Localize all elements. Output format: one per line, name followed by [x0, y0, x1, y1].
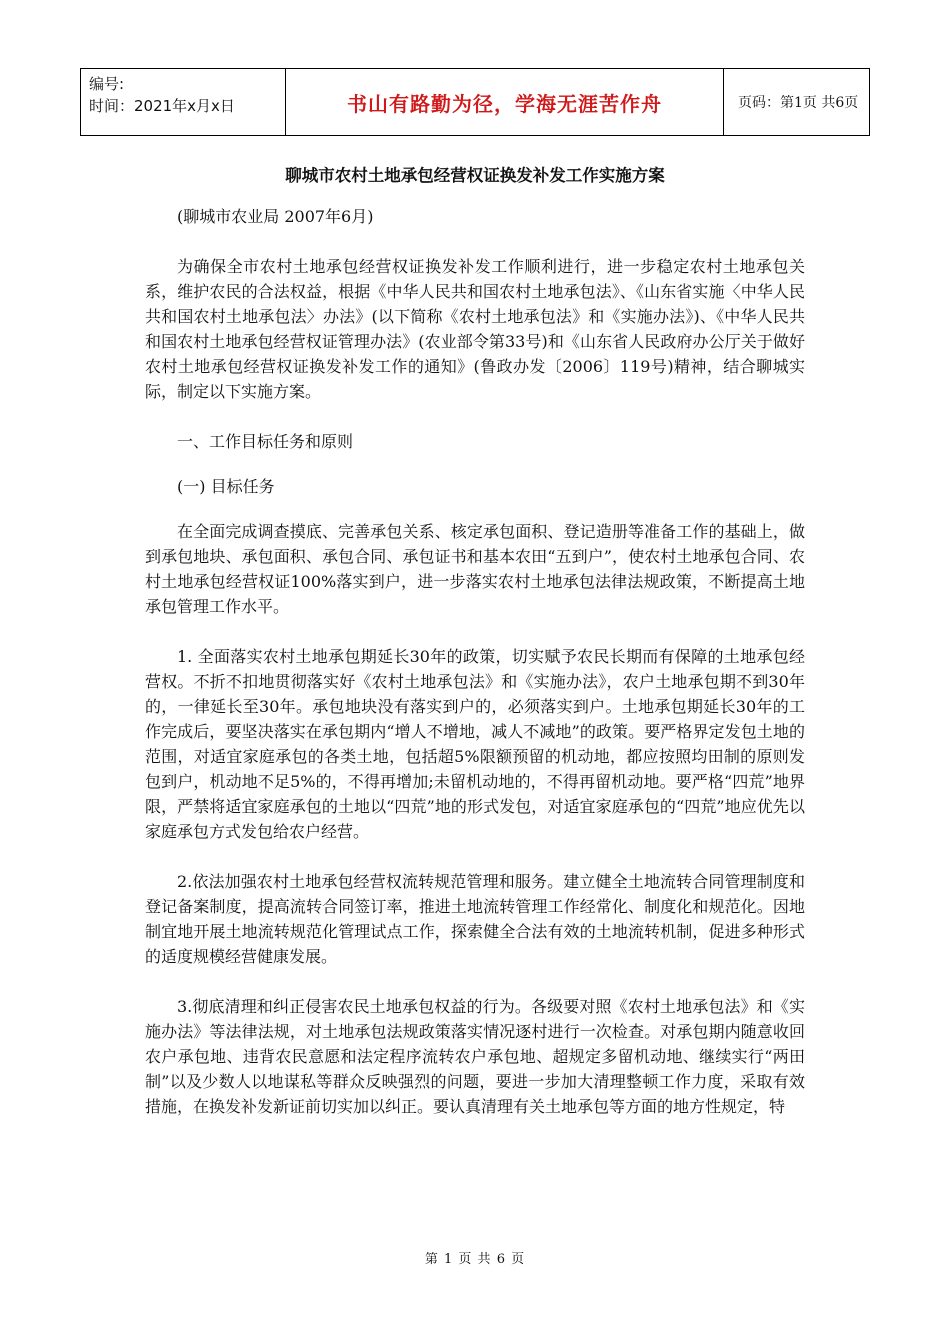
- page-footer: 第 1 页 共 6 页: [424, 1252, 526, 1267]
- section-heading: 一、工作目标任务和原则: [177, 432, 354, 451]
- document-source: (聊城市农业局 2007年6月): [177, 207, 374, 226]
- time-label: 时间：2021年x月x日: [89, 97, 235, 115]
- header-motto: 书山有路勤为径，学海无涯苦作舟: [286, 69, 724, 135]
- paragraph-item-3: 3.彻底清理和纠正侵害农民土地承包权益的行为。各级要对照《农村土地承包法》和《实施办法》等法律法规，对土地承包法规政策落实情况逐村进行一次检查。对承包期内随意收回农户承包地、违背农民意愿和法定程序流转农户承包地、超规定多留机动地、继续实行“两田制”以及少数人以地谋私等群众反映强烈的问题，要进一步加大清理整顿工作力度，采取有效措施，在换发补发新证前切实加以纠正。要认真清理有关土地承包等方面的地方性规定，特: [145, 997, 805, 1116]
- document-body: [145, 204, 805, 1144]
- paragraph-goals: 在全面完成调查摸底、完善承包关系、核定承包面积、登记造册等准备工作的基础上，做到承包地块、承包面积、承包合同、承包证书和基本农田“五到户”，使农村土地承包合同、农村土地承包经营权证100%落实到户，进一步落实农村土地承包法律法规政策，不断提高土地承包管理工作水平。: [145, 522, 805, 616]
- page-header: [80, 68, 870, 136]
- document-title: 聊城市农村土地承包经营权证换发补发工作实施方案: [285, 166, 665, 185]
- code-label: 编号:: [89, 75, 125, 93]
- paragraph-item-2: 2.依法加强农村土地承包经营权流转规范管理和服务。建立健全土地流转合同管理制度和登记备案制度，提高流转合同签订率，推进土地流转管理工作经常化、制度化和规范化。因地制宜地开展土地流转规范化管理试点工作，探索健全合法有效的土地流转机制，促进多种形式的适度规模经营健康发展。: [145, 872, 805, 966]
- header-meta: [81, 69, 286, 135]
- paragraph-item-1: 1. 全面落实农村土地承包期延长30年的政策，切实赋予农民长期而有保障的土地承包经营权。不折不扣地贯彻落实好《农村土地承包法》和《实施办法》，农户土地承包期不到30年的，一律延长至30年。承包地块没有落实到户的，必须落实到户。土地承包期延长30年的工作完成后，要坚决落实在承包期内“增人不增地，减人不减地”的政策。要严格界定发包土地的范围，对适宜家庭承包的各类土地，包括超5%限额预留的机动地，都应按照均田制的原则发包到户，机动地不足5%的，不得再增加;未留机动地的，不得再留机动地。要严格“四荒”地界限，严禁将适宜家庭承包的土地以“四荒”地的形式发包，对适宜家庭承包的“四荒”地应优先以家庭承包方式发包给农户经营。: [145, 647, 805, 841]
- header-page-info: 页码：第1页 共6页: [738, 95, 859, 111]
- subsection-heading: (一) 目标任务: [177, 477, 275, 496]
- paragraph-intro: 为确保全市农村土地承包经营权证换发补发工作顺利进行，进一步稳定农村土地承包关系，维护农民的合法权益，根据《中华人民共和国农村土地承包法》、《山东省实施〈中华人民共和国农村土地承包法〉办法》(以下简称《农村土地承包法》和《实施办法》)、《中华人民共和国农村土地承包经营权证管理办法》(农业部令第33号)和《山东省人民政府办公厅关于做好农村土地承包经营权证换发补发工作的通知》(鲁政办发〔2006〕119号)精神，结合聊城实际，制定以下实施方案。: [145, 257, 805, 401]
